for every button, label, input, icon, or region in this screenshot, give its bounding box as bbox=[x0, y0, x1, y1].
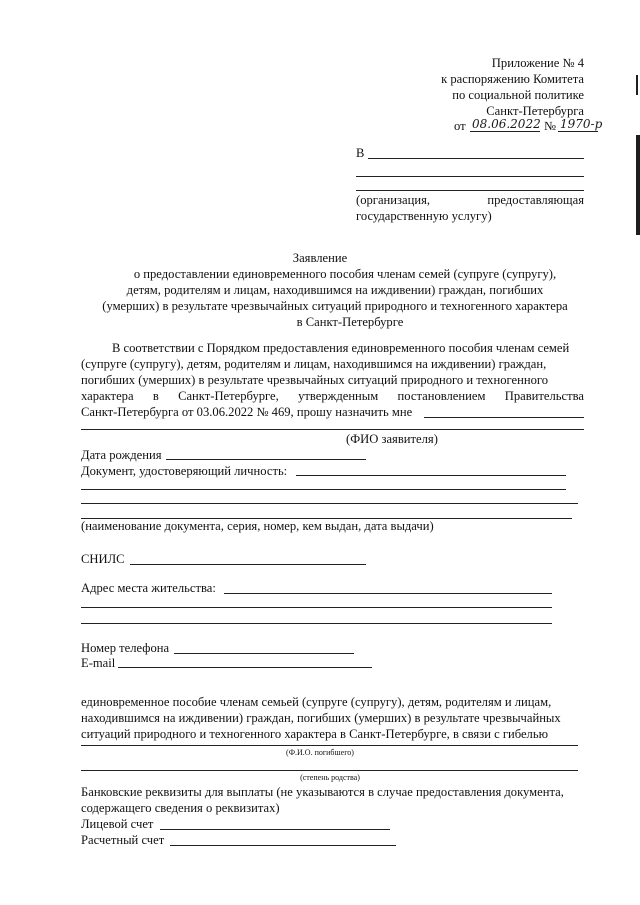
number-underline bbox=[558, 131, 598, 132]
date-underline bbox=[470, 131, 540, 132]
deceased-caption: (Ф.И.О. погибшего) bbox=[286, 748, 354, 757]
word: Правительства bbox=[504, 389, 584, 403]
id-document-field-1[interactable] bbox=[296, 475, 566, 476]
bank-details-line-1: Банковские реквизиты для выплаты (не указываются в случае предоставления документа, bbox=[81, 785, 564, 799]
decree-number: 1970-р bbox=[560, 117, 603, 131]
paragraph-2-line-1: единовременное пособие членам семьей (супруге (супругу), детям, родителям и лицам, bbox=[81, 695, 552, 709]
settlement-account-field[interactable] bbox=[170, 845, 396, 846]
snils-label: СНИЛС bbox=[81, 552, 125, 566]
title-line-5: в Санкт-Петербурге bbox=[296, 315, 404, 329]
personal-account-field[interactable] bbox=[160, 829, 390, 830]
org-caption-line2: государственную услугу) bbox=[356, 209, 492, 223]
paragraph-1-line-4 bbox=[81, 388, 584, 404]
id-document-field-2[interactable] bbox=[81, 489, 566, 490]
id-document-field-3[interactable] bbox=[81, 503, 578, 504]
title-line-2: о предоставлении единовременного пособия членам семей (супруге (супругу), bbox=[133, 267, 557, 281]
paragraph-1-line-2: (супруге (супругу), детям, родителям и лицам, находившимся на иждивении) граждан, bbox=[81, 357, 547, 371]
personal-account-label: Лицевой счет bbox=[81, 817, 154, 831]
paragraph-2-line-3: ситуаций природного и техногенного характера в Санкт-Петербурге, в связи с гибелью bbox=[81, 727, 548, 741]
recipient-line-2[interactable] bbox=[356, 176, 584, 177]
id-document-label: Документ, удостоверяющий личность: bbox=[81, 464, 288, 478]
relation-caption: (степень родства) bbox=[300, 773, 360, 782]
applicant-fio-line-2[interactable] bbox=[81, 429, 584, 430]
birth-date-field[interactable] bbox=[166, 459, 366, 460]
recipient-line-3[interactable] bbox=[356, 190, 584, 191]
date-prefix: от bbox=[454, 119, 466, 133]
title-line-4: (умерших) в результате чрезвычайных ситуаций природного и техногенного характера bbox=[102, 299, 568, 313]
paragraph-1-line-3: погибших (умерших) в результате чрезвычайных ситуаций природного и техногенного bbox=[81, 373, 549, 387]
phone-field[interactable] bbox=[174, 653, 354, 654]
appendix-decree: к распоряжению Комитета bbox=[441, 72, 584, 86]
scan-edge-bar bbox=[636, 135, 640, 235]
recipient-label: В bbox=[356, 146, 365, 160]
phone-label: Номер телефона bbox=[81, 641, 170, 655]
birth-date-label: Дата рождения bbox=[81, 448, 162, 462]
deceased-fio-field[interactable] bbox=[81, 745, 578, 746]
appendix-committee: по социальной политике bbox=[452, 88, 584, 102]
email-label: E-mail bbox=[81, 656, 116, 670]
word: утвержденным bbox=[298, 389, 379, 403]
decree-date: 08.06.2022 bbox=[472, 117, 541, 131]
relation-field[interactable] bbox=[81, 770, 578, 771]
address-label: Адрес места жительства: bbox=[81, 581, 216, 595]
address-field-2[interactable] bbox=[81, 607, 552, 608]
number-prefix: № bbox=[544, 119, 557, 133]
snils-field[interactable] bbox=[130, 564, 366, 565]
applicant-fio-line-1[interactable] bbox=[424, 417, 584, 418]
scan-edge-mark bbox=[636, 75, 638, 95]
document-title: Заявление bbox=[292, 251, 348, 265]
org-caption-left: (организация, bbox=[356, 193, 431, 207]
org-caption-right: предоставляющая bbox=[487, 193, 584, 207]
paragraph-2-line-2: находившимся на иждивении) граждан, погибших (умерших) в результате чрезвычайных bbox=[81, 711, 561, 725]
word: постановлением bbox=[397, 389, 486, 403]
email-field[interactable] bbox=[118, 667, 372, 668]
word: характера bbox=[81, 389, 134, 403]
appendix-number: Приложение № 4 bbox=[491, 56, 584, 70]
word: Санкт-Петербурге, bbox=[178, 389, 279, 403]
address-field-3[interactable] bbox=[81, 623, 552, 624]
id-document-caption: (наименование документа, серия, номер, кем выдан, дата выдачи) bbox=[81, 519, 434, 533]
fio-caption: (ФИО заявителя) bbox=[346, 432, 438, 446]
paragraph-1-line-5: Санкт-Петербурга от 03.06.2022 № 469, прошу назначить мне bbox=[81, 405, 413, 419]
address-field-1[interactable] bbox=[224, 593, 552, 594]
settlement-account-label: Расчетный счет bbox=[81, 833, 165, 847]
appendix-city: Санкт-Петербурга bbox=[486, 104, 584, 118]
recipient-line-1[interactable] bbox=[368, 158, 584, 159]
word: в bbox=[152, 389, 159, 403]
appendix-date-line bbox=[450, 115, 610, 135]
bank-details-line-2: содержащего сведения о реквизитах) bbox=[81, 801, 280, 815]
paragraph-1-line-1: В соответствии с Порядком предоставления единовременного пособия членам семей bbox=[112, 341, 570, 355]
title-line-3: детям, родителям и лицам, находившимся на иждивении) граждан, погибших bbox=[126, 283, 544, 297]
